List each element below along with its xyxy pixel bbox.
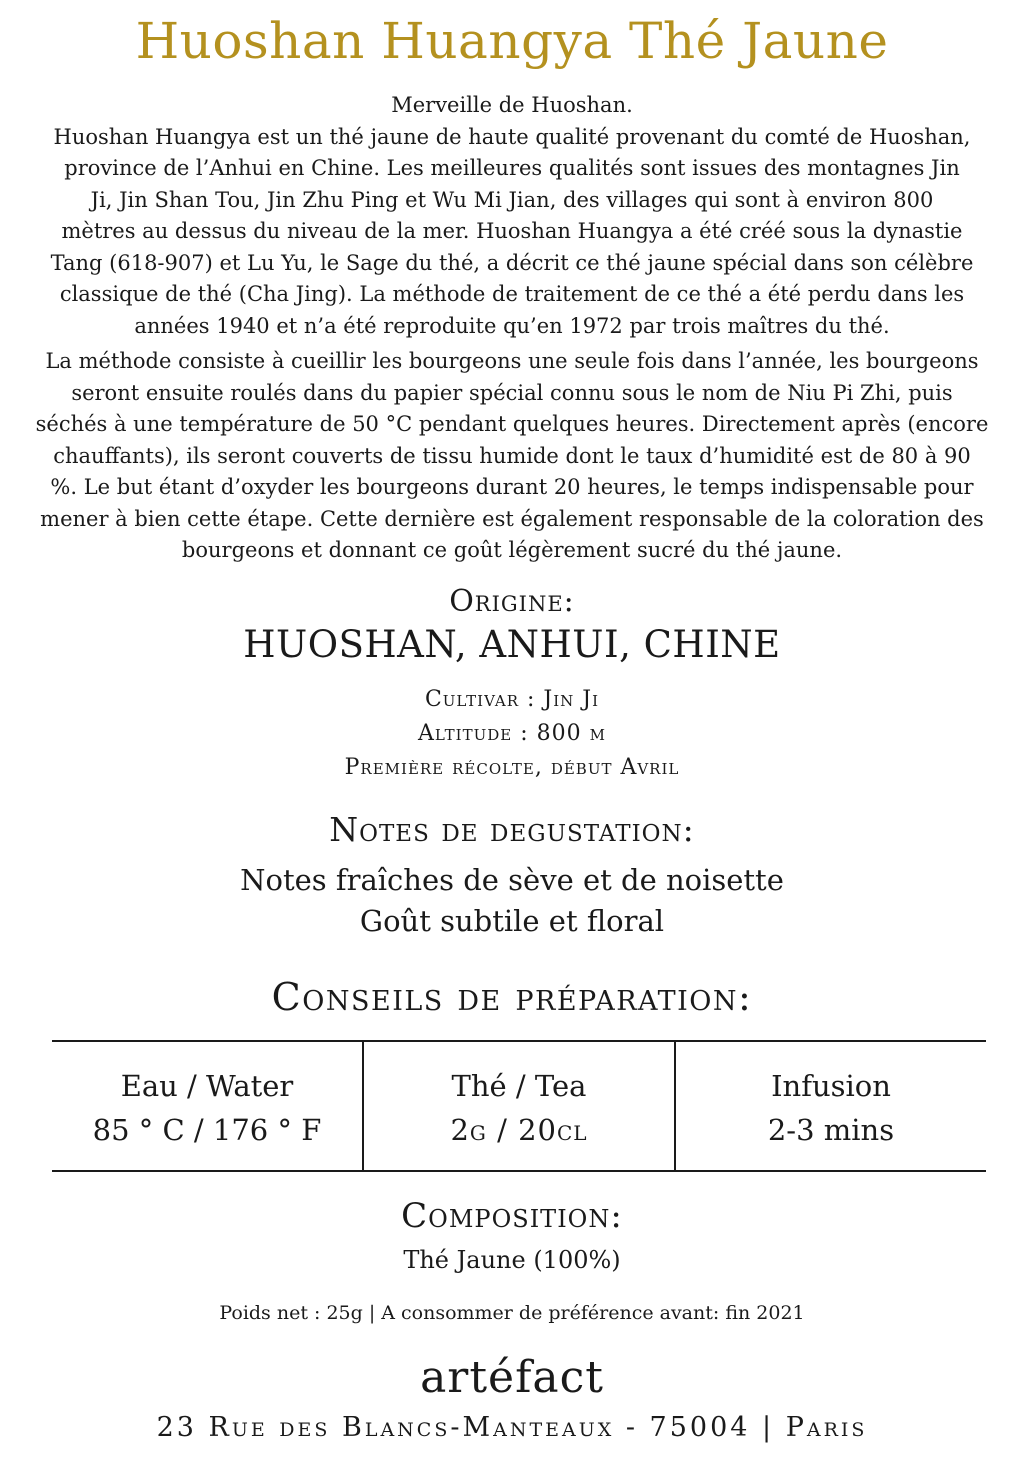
method-line: seront ensuite roulés dans du papier spécial connu sous le nom de Niu Pi Zhi, puis: [71, 380, 953, 405]
method-line: mener à bien cette étape. Cette dernière est également responsable de la coloration des: [40, 506, 984, 531]
preparation-infusion-value: 2-3 mins: [767, 1113, 895, 1147]
tasting-notes: [0, 860, 1024, 942]
preparation-table: [52, 1040, 986, 1172]
origin-value: HUOSHAN, ANHUI, CHINE: [243, 623, 781, 666]
preparation-infusion-label: Infusion: [771, 1069, 891, 1103]
preparation-water-label: Eau / Water: [120, 1069, 294, 1103]
method-line: bourgeons et donnant ce goût légèrement sucré du thé jaune.: [181, 538, 843, 562]
intro-line: mètres au dessus du niveau de la mer. Huoshan Huangya a été créé sous la dynastie: [61, 219, 963, 243]
composition-value: Thé Jaune (100%): [403, 1246, 621, 1274]
net-weight-line: Poids net : 25g | A consommer de préférence avant: fin 2021: [219, 1302, 805, 1324]
harvest-line: Première récolte, début Avril: [344, 755, 680, 780]
intro-line: années 1940 et n’a été reproduite qu’en 1972 par trois maîtres du thé.: [134, 313, 890, 338]
page-title: Huoshan Huangya Thé Jaune: [135, 12, 889, 70]
composition-heading: Composition:: [401, 1196, 623, 1236]
preparation-heading: Conseils de préparation:: [271, 975, 753, 1019]
preparation-water-value: 85 ° C / 176 ° F: [92, 1113, 322, 1147]
preparation-tea-value: 2g / 20cl: [450, 1113, 588, 1147]
brand-address: 23 Rue des Blancs-Manteaux - 75004 | Paris: [156, 1412, 868, 1443]
brand-name: artéfact: [420, 1352, 604, 1403]
method-line: chauffants), ils seront couverts de tissu humide dont le taux d’humidité est de 80 à 90: [53, 443, 971, 468]
method-paragraph: [26, 346, 998, 567]
cultivar-line: Cultivar : Jin Ji: [424, 687, 600, 712]
intro-line: Huoshan Huangya est un thé jaune de haute qualité provenant du comté de Huoshan,: [53, 124, 971, 149]
tasting-note-line: Goût subtile et floral: [359, 904, 665, 938]
method-line: La méthode consiste à cueillir les bourgeons une seule fois dans l’année, les bourgeons: [45, 349, 979, 373]
method-line: %. Le but étant d’oxyder les bourgeons durant 20 heures, le temps indispensable pour: [50, 475, 974, 499]
preparation-tea-cell: [362, 1042, 674, 1170]
intro-paragraph: [30, 90, 994, 342]
origin-heading: Origine:: [449, 584, 575, 619]
preparation-infusion-cell: [674, 1042, 986, 1170]
intro-line: Tang (618-907) et Lu Yu, le Sage du thé, a décrit ce thé jaune spécial dans son célèbre: [50, 250, 974, 275]
method-line: séchés à une température de 50 °C pendant quelques heures. Directement après (encore: [35, 412, 989, 436]
tasting-note-line: Notes fraîches de sève et de noisette: [240, 863, 784, 897]
preparation-tea-label: Thé / Tea: [451, 1069, 587, 1103]
altitude-line: Altitude : 800 m: [418, 721, 606, 746]
intro-line: Ji, Jin Shan Tou, Jin Zhu Ping et Wu Mi Jian, des villages qui sont à environ 800: [90, 187, 934, 212]
intro-line: classique de thé (Cha Jing). La méthode de traitement de ce thé a été perdu dans les: [59, 282, 965, 306]
tasting-notes-heading: Notes de degustation:: [329, 810, 695, 849]
intro-line: Merveille de Huoshan.: [391, 93, 633, 117]
preparation-water-cell: [52, 1042, 362, 1170]
intro-line: province de l’Anhui en Chine. Les meilleures qualités sont issues des montagnes Jin: [64, 156, 960, 180]
